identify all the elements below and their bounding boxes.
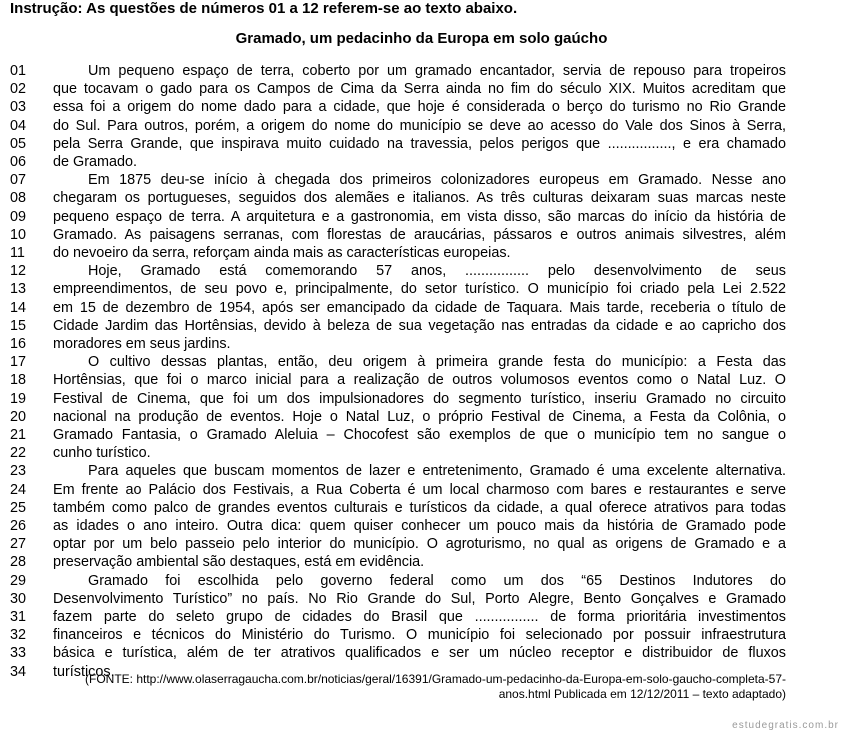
line-number: 11 bbox=[10, 245, 25, 261]
text-line bbox=[0, 499, 843, 517]
line-number: 20 bbox=[10, 408, 27, 425]
text-line bbox=[0, 335, 843, 353]
text-line bbox=[0, 189, 843, 207]
line-number: 31 bbox=[10, 609, 27, 625]
text-line bbox=[0, 299, 843, 317]
line-number: 13 bbox=[10, 281, 27, 298]
line-number: 15 bbox=[10, 317, 27, 334]
text-line bbox=[0, 280, 843, 298]
text-line bbox=[0, 171, 843, 189]
source-line-1: (FONTE: http://www.olaserragaucha.com.br/noticias/geral/16391/Gramado-um-pedacinho-da-Europa-em-solo-gaucho-completa-57- bbox=[85, 672, 786, 686]
line-text: moradores em seus jardins. bbox=[53, 336, 231, 352]
text-line bbox=[0, 590, 843, 608]
line-text: Em frente ao Palácio dos Festivais, a Rua Coberta é um local charmoso com bares e restaurantes e serve bbox=[53, 481, 786, 498]
line-text: cunho turístico. bbox=[53, 445, 151, 462]
line-text: também como palco de grandes eventos culturais e turísticos da cidade, a qual oferece atrativos para todas bbox=[53, 499, 786, 516]
line-number: 28 bbox=[10, 554, 27, 571]
line-text: turísticos. bbox=[53, 663, 115, 680]
line-text: do nevoeiro da serra, reforçam ainda mais as características europeias. bbox=[53, 245, 511, 261]
line-text: chegaram os portugueses, seguidos dos alemães e italianos. As três culturas deixaram suas marcas neste bbox=[53, 190, 786, 207]
line-number: 19 bbox=[10, 390, 27, 407]
line-number: 16 bbox=[10, 336, 27, 352]
line-number: 24 bbox=[10, 481, 27, 498]
text-line bbox=[0, 444, 843, 462]
text-line bbox=[0, 608, 843, 626]
line-number: 33 bbox=[10, 645, 27, 662]
line-number: 01 bbox=[10, 63, 27, 79]
text-line bbox=[0, 426, 843, 444]
line-text: básica e turística, além de ter atrativos qualificados e ser um núcleo receptor e distribuidor de fluxos bbox=[53, 645, 786, 662]
text-line bbox=[0, 353, 843, 371]
line-number: 08 bbox=[10, 190, 27, 207]
line-text: Em 1875 deu-se início à chegada dos primeiros colonizadores europeus em Gramado. Nesse ano bbox=[88, 172, 786, 189]
line-number: 14 bbox=[10, 299, 27, 316]
line-number: 09 bbox=[10, 208, 27, 225]
line-text: optar por um belo passeio pelo interior do município. O agroturismo, no qual as origens de Gramado e a bbox=[53, 536, 786, 553]
line-text: Para aqueles que buscam momentos de lazer e entretenimento, Gramado é uma excelente alternativa. bbox=[88, 463, 786, 480]
text-line bbox=[0, 226, 843, 244]
text-line bbox=[0, 317, 843, 335]
text-line bbox=[0, 553, 843, 571]
line-text: O cultivo dessas plantas, então, deu origem à primeira grande festa do município: a Festa das bbox=[88, 354, 786, 371]
line-number: 06 bbox=[10, 154, 27, 170]
text-line bbox=[0, 153, 843, 171]
text-line bbox=[0, 62, 843, 80]
text-line bbox=[0, 644, 843, 662]
text-line bbox=[0, 462, 843, 480]
text-line bbox=[0, 390, 843, 408]
instruction-heading: Instrução: As questões de números 01 a 12 referem-se ao texto abaixo. bbox=[10, 0, 518, 17]
line-text: Um pequeno espaço de terra, coberto por um gramado encantador, servia de repouso para tropeiros bbox=[88, 63, 786, 79]
line-text: financeiros e técnicos do Ministério do Turismo. O município foi selecionado por possuir infraestrutura bbox=[53, 627, 786, 644]
line-text: Festival de Cinema, que foi um dos impulsionadores do segmento turístico, inseriu Gramado no circuito bbox=[53, 390, 786, 407]
text-title: Gramado, um pedacinho da Europa em solo gaúcho bbox=[235, 30, 608, 47]
watermark-credit: estudegratis.com.br bbox=[732, 720, 839, 731]
source-line-2: anos.html Publicada em 12/12/2011 – texto adaptado) bbox=[498, 687, 786, 701]
line-text: preservação ambiental são destaques, está em evidência. bbox=[53, 554, 425, 571]
text-line bbox=[0, 117, 843, 135]
line-text: que tocavam o gado para os Campos de Cima da Serra ainda no fim do século XIX. Muitos acreditam que bbox=[53, 81, 786, 98]
line-text: Cidade Jardim das Hortênsias, devido à beleza de sua vegetação nas entradas da cidade e ao capricho dos bbox=[53, 317, 786, 334]
line-number: 04 bbox=[10, 117, 27, 134]
line-number: 17 bbox=[10, 354, 27, 371]
line-text: essa foi a origem do nome dado para a cidade, que hoje é considerada o berço do turismo no Rio Grande bbox=[53, 99, 786, 116]
line-number: 32 bbox=[10, 627, 27, 644]
line-text: pela Serra Grande, que inspirava muito cuidado na travessia, pelos perigos que ................, e era chamado bbox=[53, 135, 786, 152]
line-text: Hoje, Gramado está comemorando 57 anos, ................ pelo desenvolvimento de seus bbox=[88, 263, 786, 280]
line-text: pequeno espaço de terra. A arquitetura e a gastronomia, em vista disso, são marcas do início da história de bbox=[53, 208, 786, 225]
line-text: em 15 de dezembro de 1954, após ser emancipado da cidade de Taquara. Mais tarde, receberia o título de bbox=[53, 299, 786, 316]
line-number: 34 bbox=[10, 663, 27, 680]
line-number: 07 bbox=[10, 172, 27, 189]
line-number: 02 bbox=[10, 81, 27, 98]
text-line bbox=[0, 244, 843, 262]
line-text: de Gramado. bbox=[53, 154, 137, 170]
line-text: do Sul. Para outros, porém, a origem do nome do município se deve ao acesso do Vale dos Sinos à Serra, bbox=[53, 117, 786, 134]
text-line bbox=[0, 135, 843, 153]
text-line bbox=[0, 408, 843, 426]
text-line bbox=[0, 98, 843, 116]
line-number: 27 bbox=[10, 536, 27, 553]
line-text: Gramado foi escolhida pelo governo federal como um dos “65 Destinos Indutores do bbox=[88, 572, 786, 589]
text-line bbox=[0, 80, 843, 98]
line-text: Hortênsias, que foi o marco inicial para a realização de outros volumosos eventos como o Natal Luz. O bbox=[53, 372, 786, 389]
text-line bbox=[0, 481, 843, 499]
source-citation bbox=[85, 672, 786, 702]
line-number: 23 bbox=[10, 463, 27, 480]
text-line bbox=[0, 535, 843, 553]
line-number: 05 bbox=[10, 135, 27, 152]
line-text: Desenvolvimento Turístico” no país. No Rio Grande do Sul, Porto Alegre, Bento Gonçalves e Gramado bbox=[53, 590, 786, 607]
text-line bbox=[0, 262, 843, 280]
line-text: nacional na produção de eventos. Hoje o Natal Luz, o próprio Festival de Cinema, a Festa da Colônia, o bbox=[53, 408, 786, 425]
line-number: 21 bbox=[10, 427, 27, 443]
text-line bbox=[0, 517, 843, 535]
line-number: 10 bbox=[10, 226, 27, 243]
line-number: 22 bbox=[10, 445, 27, 462]
line-number: 25 bbox=[10, 499, 27, 516]
line-text: fazem parte do seleto grupo de cidades do Brasil que ................ de forma prioritária investimentos bbox=[53, 609, 786, 625]
line-text: empreendimentos, de seu povo e, principalmente, do setor turístico. O município foi criado pela Lei 2.522 bbox=[53, 281, 786, 298]
line-text: Gramado Fantasia, o Gramado Aleluia – Chocofest são exemplos de que o município tem no sangue o bbox=[53, 427, 786, 443]
line-text: as idades o ano inteiro. Outra dica: quem quiser conhecer um pouco mais da história de Gramado pode bbox=[53, 518, 786, 534]
line-text: Gramado. As paisagens serranas, com florestas de araucárias, pássaros e outros animais silvestres, além bbox=[53, 226, 786, 243]
text-line bbox=[0, 371, 843, 389]
line-number: 18 bbox=[10, 372, 27, 389]
text-line bbox=[0, 208, 843, 226]
line-number: 12 bbox=[10, 263, 27, 280]
line-number: 03 bbox=[10, 99, 27, 116]
text-line bbox=[0, 572, 843, 590]
line-number: 26 bbox=[10, 518, 27, 534]
line-number: 29 bbox=[10, 572, 27, 589]
text-line bbox=[0, 626, 843, 644]
line-number: 30 bbox=[10, 590, 27, 607]
